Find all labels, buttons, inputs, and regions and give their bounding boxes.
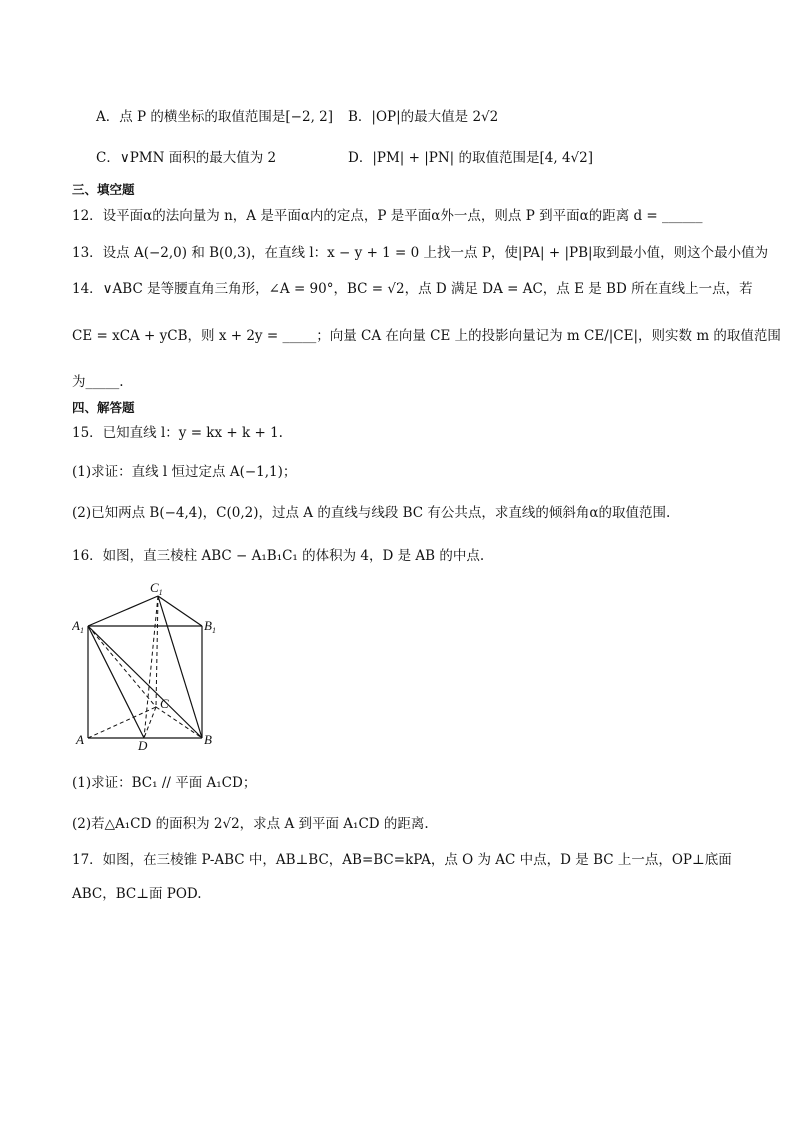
label-a: A: [76, 732, 84, 747]
question-15-stem: 15．已知直线 l：y = kx + k + 1.: [72, 425, 283, 441]
label-b1: $B_1$: [204, 618, 216, 635]
question-17-line-2: ABC，BC⊥面 POD.: [72, 886, 202, 902]
question-14-line-1: 14．∨ABC 是等腰直角三角形，∠A = 90°，BC = √2，点 D 满足 DA = AC，点 E 是 BD 所在直线上一点，若: [72, 281, 753, 297]
question-16-part-2: (2)若△A₁CD 的面积为 2√2，求点 A 到平面 A₁CD 的距离.: [72, 816, 429, 832]
question-15-part-2: (2)已知两点 B(−4,4)，C(0,2)，过点 A 的直线与线段 BC 有公共点，求直线的倾斜角α的取值范围.: [72, 505, 671, 521]
question-14-line-3: 为_____.: [72, 374, 124, 390]
question-15-part-1: (1)求证：直线 l 恒过定点 A(−1,1)；: [72, 464, 297, 480]
question-17-line-1: 17．如图，在三棱锥 P-ABC 中，AB⊥BC，AB=BC=kPA，点 O 为 AC 中点，D 是 BC 上一点，OP⊥底面: [72, 852, 732, 868]
option-a: A．点 P 的横坐标的取值范围是[−2, 2]: [96, 109, 334, 125]
option-c: C．∨PMN 面积的最大值为 2: [96, 150, 277, 166]
question-16-part-1: (1)求证：BC₁ // 平面 A₁CD；: [72, 775, 257, 791]
prism-figure: [72, 580, 222, 752]
question-16-stem: 16．如图，直三棱柱 ABC − A₁B₁C₁ 的体积为 4，D 是 AB 的中点.: [72, 548, 485, 564]
question-14-line-2: CE = xCA + yCB，则 x + 2y = _____；向量 CA 在向量 CE 上的投影向量记为 m CE/|CE|，则实数 m 的取值范围: [72, 328, 781, 344]
section-title-answers: 四、解答题: [72, 400, 135, 415]
label-c1: $C_1$: [150, 580, 163, 597]
option-b: B．|OP|的最大值是 2√2: [348, 109, 499, 125]
section-title-fill-in: 三、填空题: [72, 182, 135, 197]
option-d: D．|PM| + |PN| 的取值范围是[4, 4√2]: [348, 150, 593, 166]
label-b: B: [204, 732, 212, 747]
question-13: 13．设点 A(−2,0) 和 B(0,3)，在直线 l：x − y + 1 = 0 上找一点 P，使|PA| + |PB|取到最小值，则这个最小值为: [72, 245, 769, 261]
question-12: 12．设平面α的法向量为 n，A 是平面α内的定点，P 是平面α外一点，则点 P 到平面α的距离 d = ______: [72, 208, 703, 224]
label-c: C: [160, 696, 169, 711]
label-d: D: [138, 738, 148, 752]
label-a1: $A_1$: [72, 618, 84, 635]
